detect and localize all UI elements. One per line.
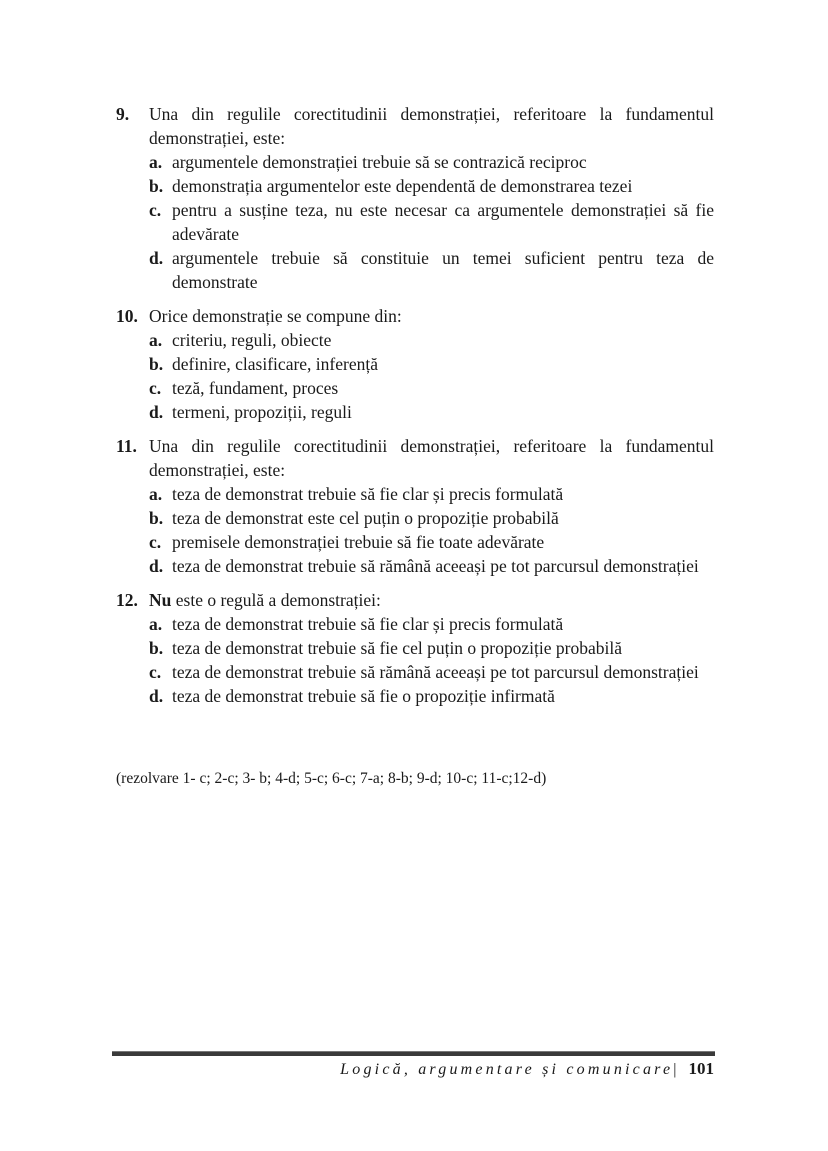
footer-separator: | bbox=[673, 1061, 677, 1078]
option-text: argumentele trebuie să constituie un temei suficient pentru teza de demonstrate bbox=[172, 248, 714, 292]
book-title: Logică, argumentare și comunicare bbox=[340, 1061, 674, 1078]
question-number: 9. bbox=[116, 104, 130, 124]
option-text: teza de demonstrat este cel puțin o propoziție probabilă bbox=[172, 508, 559, 528]
option-text: termeni, propoziții, reguli bbox=[172, 402, 352, 422]
option-text: argumentele demonstrației trebuie să se contrazică reciproc bbox=[172, 152, 587, 172]
question-text-rest: este o regulă a demonstrației: bbox=[171, 590, 381, 610]
option-letter: a. bbox=[149, 484, 163, 504]
negation-emphasis: Nu bbox=[149, 590, 172, 610]
option-text: premisele demonstrației trebuie să fie toate adevărate bbox=[172, 532, 545, 552]
option-text: teza de demonstrat trebuie să rămână aceeași pe tot parcursul demonstrației bbox=[172, 662, 699, 682]
option-d bbox=[116, 400, 714, 424]
option-d bbox=[116, 554, 714, 578]
option-a bbox=[116, 482, 714, 506]
option-text: teză, fundament, proces bbox=[172, 378, 339, 398]
option-c bbox=[116, 198, 714, 246]
question-9 bbox=[116, 102, 714, 294]
option-b bbox=[116, 636, 714, 660]
question-text: Orice demonstrație se compune din: bbox=[149, 306, 402, 326]
option-text: teza de demonstrat trebuie să fie clar și precis formulată bbox=[172, 614, 564, 634]
question-number: 11. bbox=[116, 436, 137, 456]
options-list bbox=[116, 482, 714, 578]
page-footer bbox=[340, 1058, 714, 1081]
option-letter: c. bbox=[149, 378, 162, 398]
option-letter: d. bbox=[149, 402, 164, 422]
option-a bbox=[116, 612, 714, 636]
option-c bbox=[116, 530, 714, 554]
option-text: teza de demonstrat trebuie să fie o propoziție infirmată bbox=[172, 686, 555, 706]
option-letter: a. bbox=[149, 614, 163, 634]
question-10 bbox=[116, 304, 714, 424]
question-stem bbox=[116, 434, 714, 482]
option-b bbox=[116, 174, 714, 198]
question-text: Una din regulile corectitudinii demonstrației, referitoare la fundamentul demonstrației, este: bbox=[149, 104, 714, 148]
question-stem bbox=[116, 304, 714, 328]
question-12 bbox=[116, 588, 714, 708]
option-text: criteriu, reguli, obiecte bbox=[172, 330, 332, 350]
option-letter: d. bbox=[149, 556, 164, 576]
question-stem bbox=[116, 588, 714, 612]
option-b bbox=[116, 352, 714, 376]
option-text: pentru a susține teza, nu este necesar ca argumentele demonstrației să fie adevărate bbox=[172, 200, 714, 244]
options-list bbox=[116, 150, 714, 294]
option-a bbox=[116, 328, 714, 352]
option-letter: a. bbox=[149, 152, 163, 172]
answer-key: (rezolvare 1- c; 2-c; 3- b; 4-d; 5-c; 6-c; 7-a; 8-b; 9-d; 10-c; 11-c;12-d) bbox=[116, 770, 547, 787]
option-letter: b. bbox=[149, 176, 164, 196]
page-content bbox=[116, 102, 714, 718]
option-text: teza de demonstrat trebuie să fie cel puțin o propoziție probabilă bbox=[172, 638, 622, 658]
options-list bbox=[116, 328, 714, 424]
question-stem bbox=[116, 102, 714, 150]
option-letter: d. bbox=[149, 686, 164, 706]
option-text: demonstrația argumentelor este dependentă de demonstrarea tezei bbox=[172, 176, 633, 196]
question-text bbox=[149, 590, 381, 610]
option-b bbox=[116, 506, 714, 530]
option-d bbox=[116, 684, 714, 708]
option-c bbox=[116, 376, 714, 400]
question-number: 10. bbox=[116, 306, 138, 326]
option-d bbox=[116, 246, 714, 294]
question-text: Una din regulile corectitudinii demonstrației, referitoare la fundamentul demonstrației, este: bbox=[149, 436, 714, 480]
options-list bbox=[116, 612, 714, 708]
question-11 bbox=[116, 434, 714, 578]
option-letter: b. bbox=[149, 354, 164, 374]
option-c bbox=[116, 660, 714, 684]
option-letter: b. bbox=[149, 508, 164, 528]
footer-divider bbox=[112, 1051, 715, 1056]
option-text: teza de demonstrat trebuie să rămână aceeași pe tot parcursul demonstrației bbox=[172, 556, 699, 576]
question-number: 12. bbox=[116, 590, 138, 610]
option-letter: d. bbox=[149, 248, 164, 268]
option-letter: c. bbox=[149, 532, 162, 552]
option-text: teza de demonstrat trebuie să fie clar și precis formulată bbox=[172, 484, 564, 504]
option-letter: a. bbox=[149, 330, 163, 350]
page-number: 101 bbox=[688, 1059, 714, 1078]
option-letter: c. bbox=[149, 662, 162, 682]
option-letter: c. bbox=[149, 200, 162, 220]
option-letter: b. bbox=[149, 638, 164, 658]
option-a bbox=[116, 150, 714, 174]
option-text: definire, clasificare, inferență bbox=[172, 354, 378, 374]
